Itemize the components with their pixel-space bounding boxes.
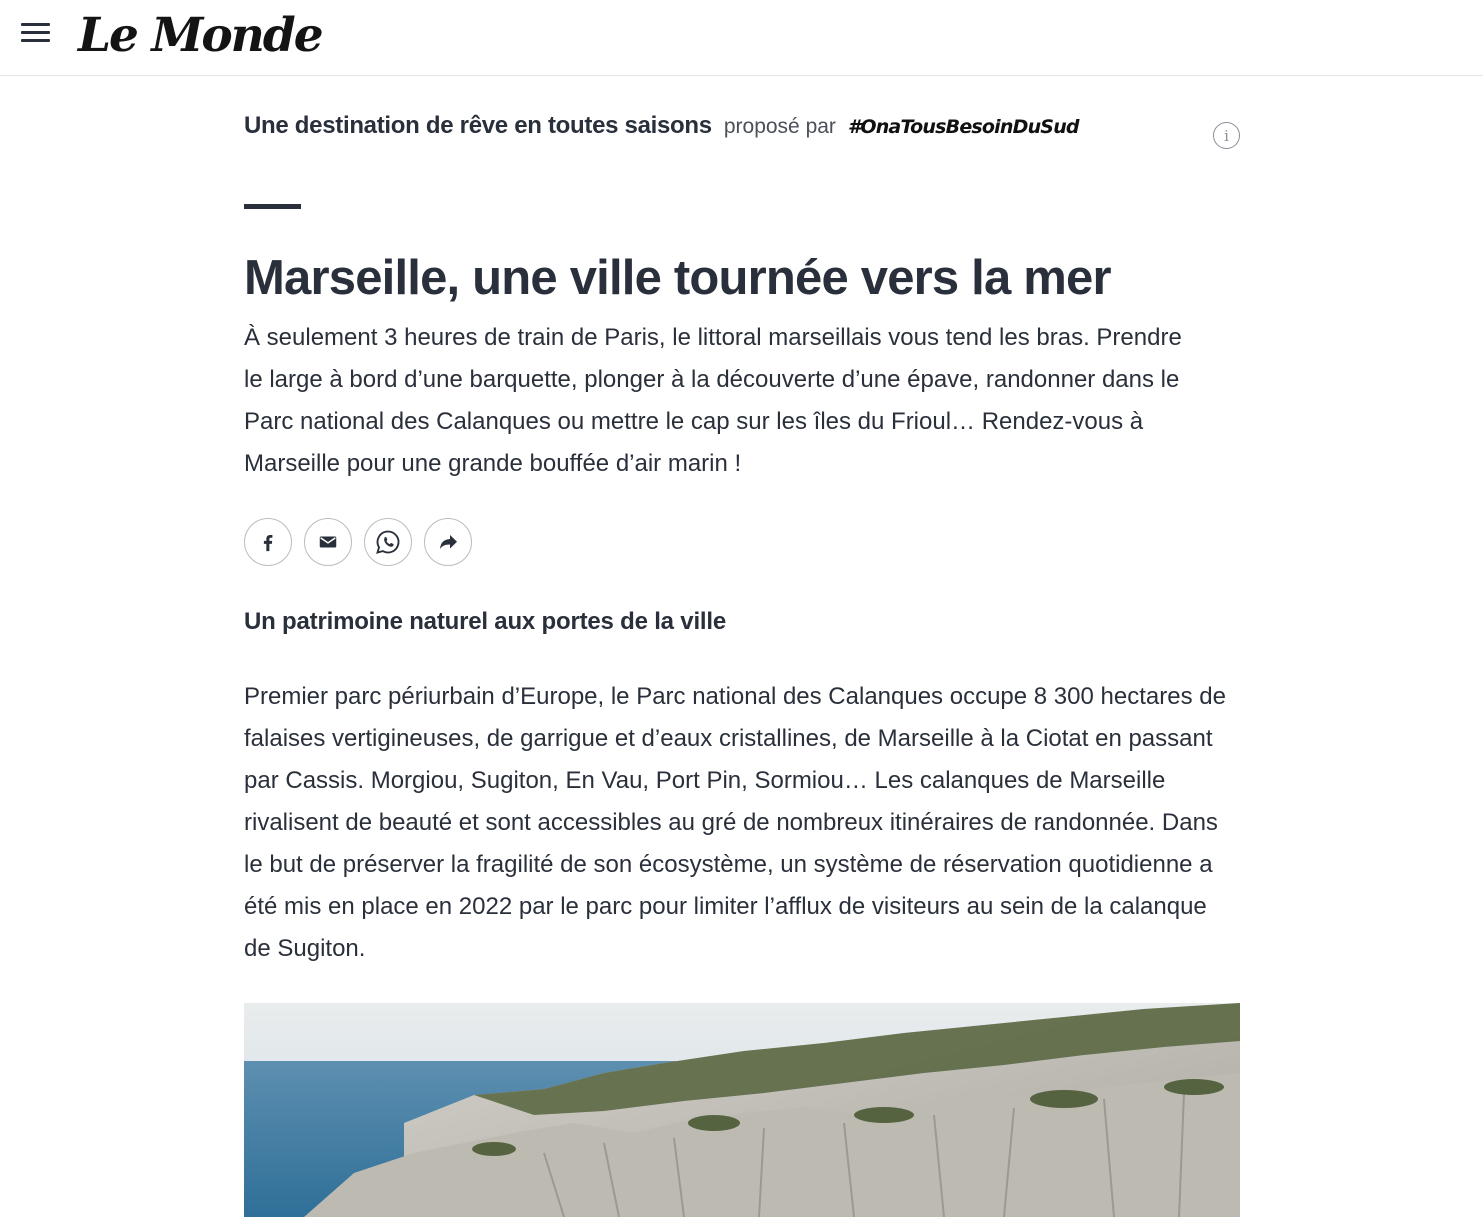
sponsor-brand-logo[interactable]: #OnaTousBesoinDuSud (847, 116, 1079, 138)
le-monde-logo[interactable]: Le Monde (78, 8, 322, 63)
facebook-icon (257, 531, 279, 553)
sponsor-line (244, 112, 1079, 152)
info-glyph: i (1224, 126, 1229, 145)
top-bar (0, 0, 1483, 76)
facebook-share-button[interactable] (244, 518, 292, 566)
calanques-illustration (244, 1003, 1240, 1217)
calanques-photo (244, 1003, 1240, 1217)
article-lead: À seulement 3 heures de train de Paris, le littoral marseillais vous tend les bras. Prendre le large à bord d’une barquette, plonger à la découverte d’une épave, randonner dans le Parc national des Calanques ou mettre le cap sur les îles du Frioul… Rendez-vous à Marseille pour une grande bouffée d’air marin ! (244, 324, 1182, 477)
share-arrow-icon (436, 530, 460, 554)
article-paragraph: Premier parc périurbain d’Europe, le Parc national des Calanques occupe 8 300 hectares de falaises vertigineuses, de garrigue et d’eaux cristallines, de Marseille à la Ciotat en passant par Cassis. Morgiou, Sugiton, En Vau, Port Pin, Sormiou… Les calanques de Marseille rivalisent de beauté et sont accessibles au gré de nombreux itinéraires de randonnée. Dans le but de préserver la fragilité de son écosystème, un système de réservation quotidienne a été mis en place en 2022 par le parc pour limiter l’afflux de visiteurs au sein de la calanque de Sugiton. (244, 683, 1226, 962)
share-bar (244, 518, 472, 566)
sponsor-title: Une destination de rêve en toutes saisons (244, 112, 712, 139)
menu-line (21, 31, 50, 34)
headline-rule (244, 204, 301, 209)
menu-line (21, 23, 50, 26)
more-share-button[interactable] (424, 518, 472, 566)
menu-line (21, 39, 50, 42)
email-share-button[interactable] (304, 518, 352, 566)
hamburger-menu-icon[interactable] (21, 22, 51, 44)
info-icon[interactable] (1213, 122, 1240, 149)
sponsor-by-label: proposé par (723, 115, 836, 138)
email-icon (317, 531, 339, 553)
page-title: Marseille, une ville tournée vers la mer (244, 251, 1111, 305)
section-subheading: Un patrimoine naturel aux portes de la ville (244, 608, 726, 635)
whatsapp-share-button[interactable] (364, 518, 412, 566)
whatsapp-icon (374, 528, 402, 556)
